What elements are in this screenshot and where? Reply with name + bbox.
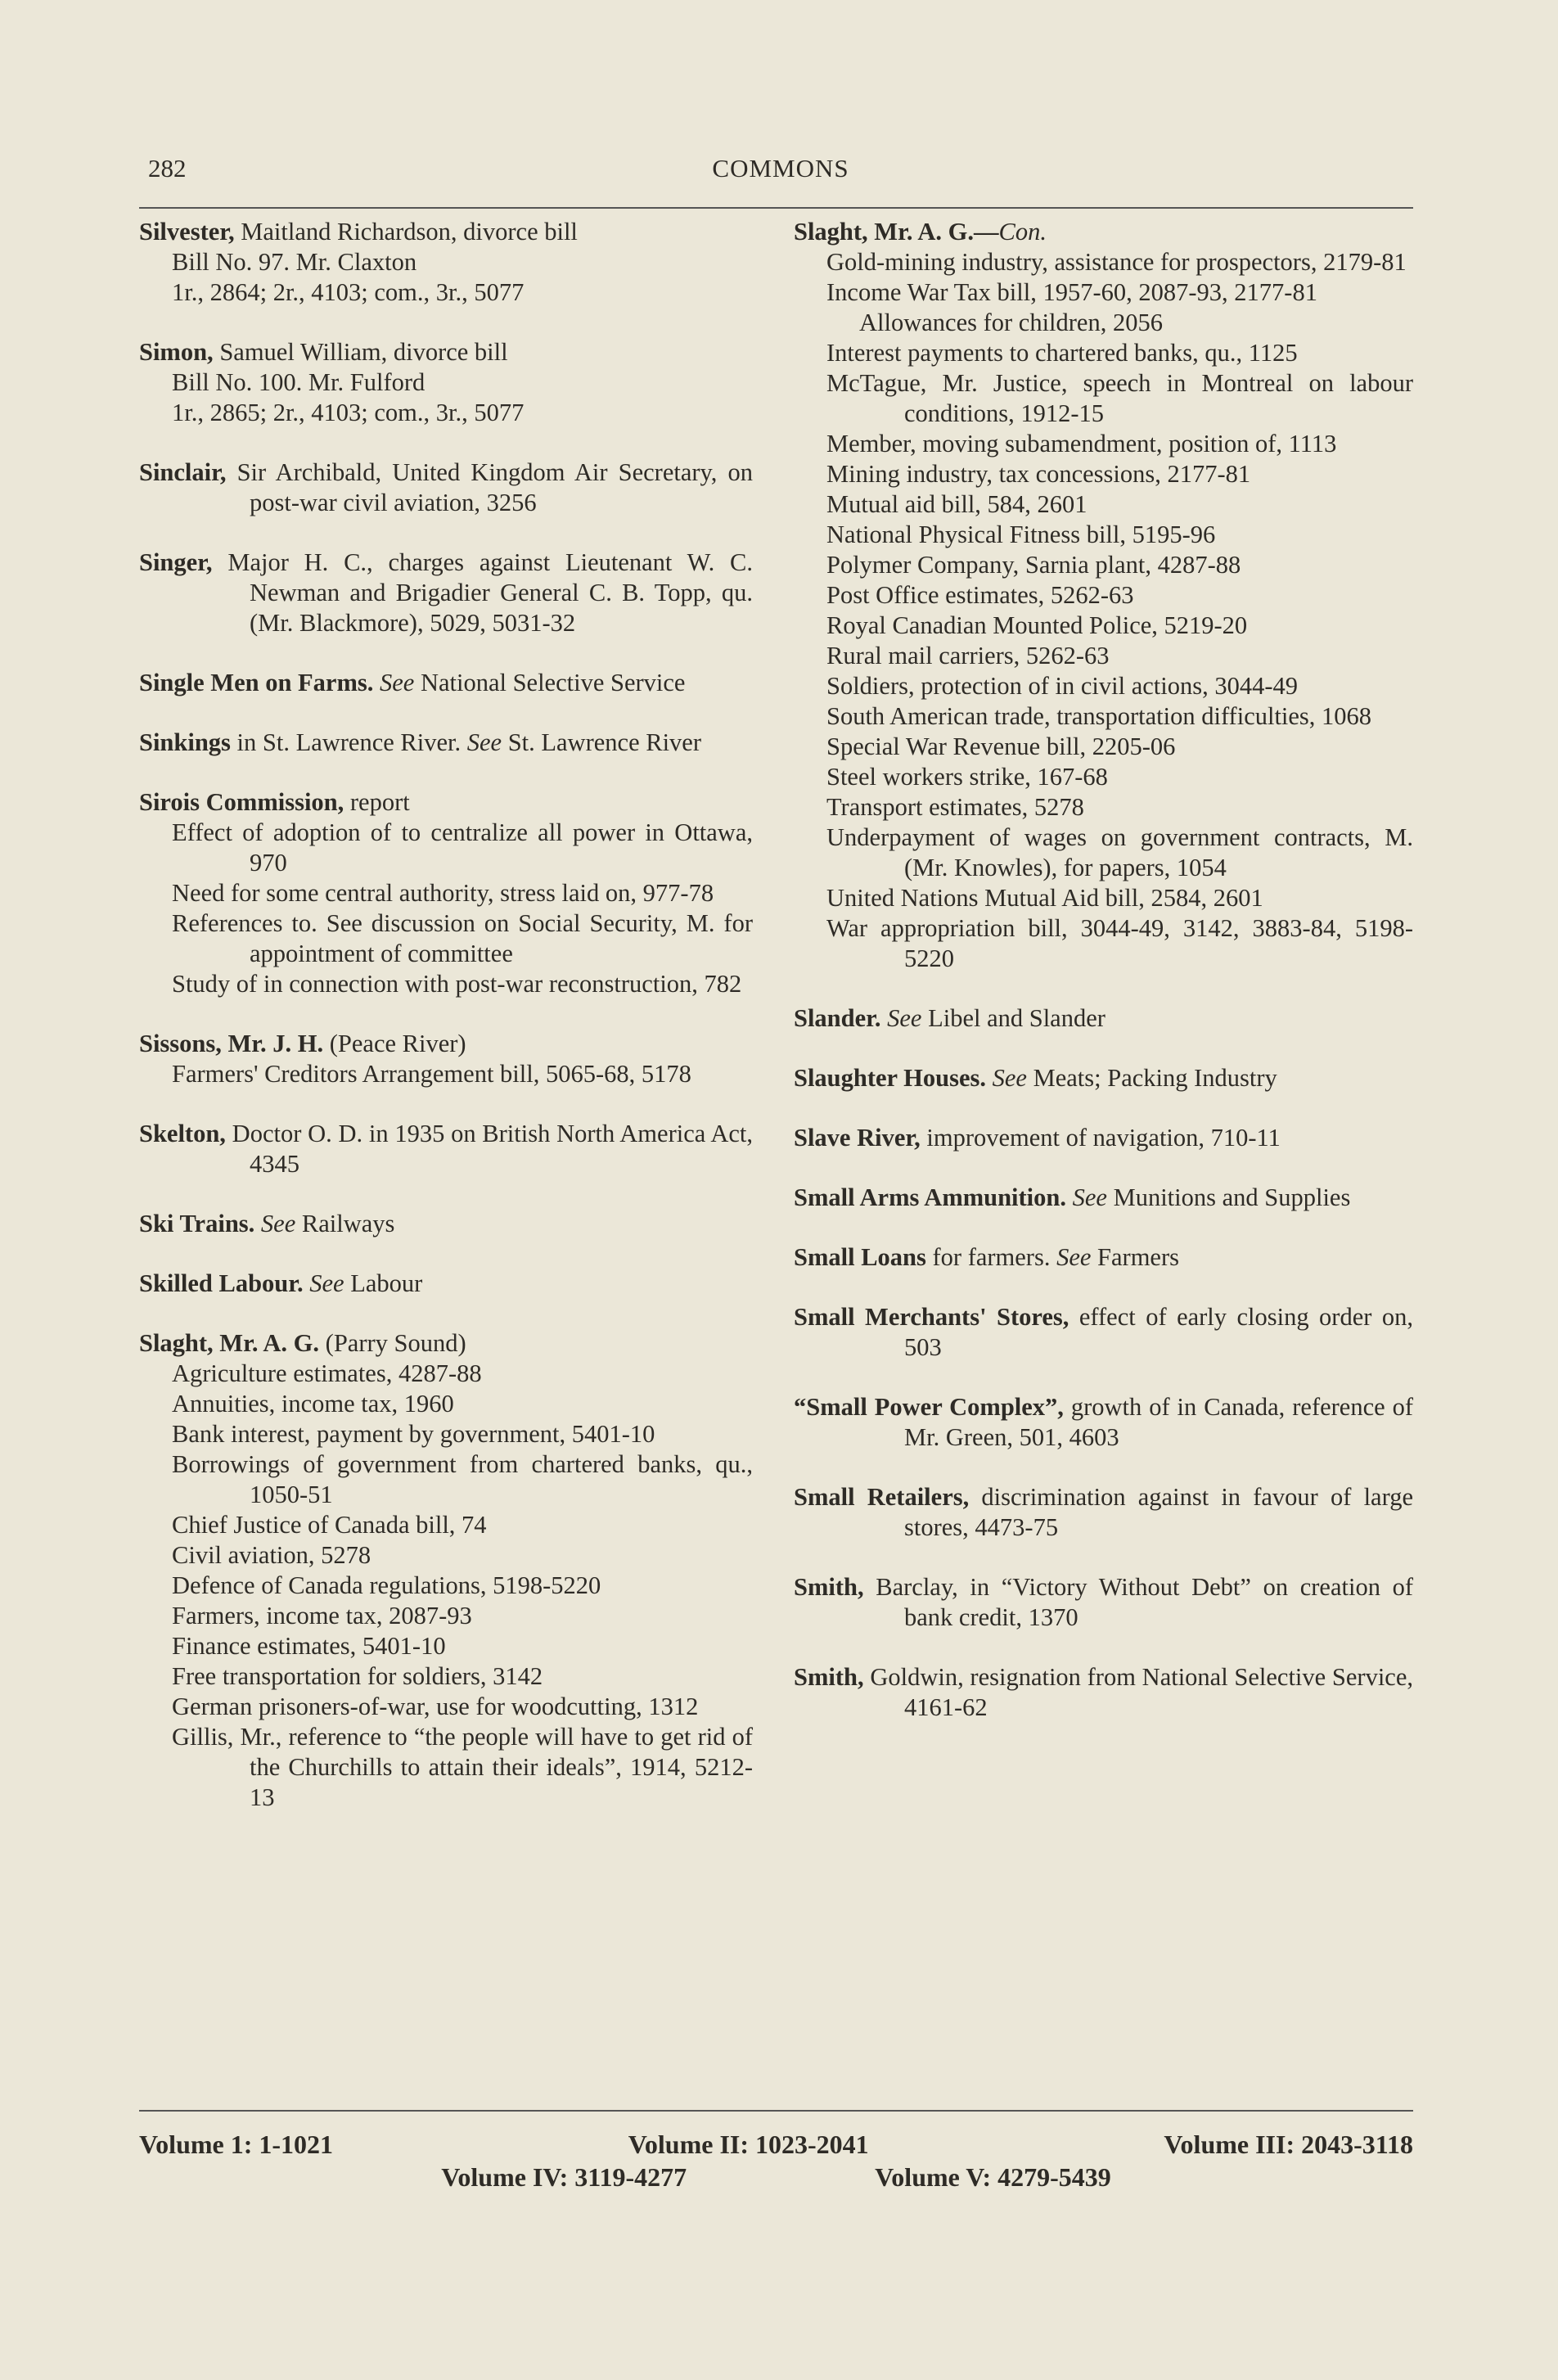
right-column [794, 217, 1413, 1752]
entry-subline: Gillis, Mr., reference to “the people will have to get rid of the Churchills to attain their ideals”, 1914, 5212-13 [172, 1723, 753, 1811]
entry-main-line [794, 1063, 1413, 1093]
entry-subline: McTague, Mr. Justice, speech in Montreal on labour conditions, 1912-15 [826, 369, 1413, 427]
page-number: 282 [148, 154, 187, 183]
entry-subline: Farmers' Creditors Arrangement bill, 5065-68, 5178 [172, 1060, 691, 1088]
entry-main-line [139, 1029, 753, 1059]
entry-heading: Slander. [794, 1004, 881, 1032]
entry-subline: Effect of adoption of to centralize all power in Ottawa, 970 [172, 818, 753, 877]
entry-text: Libel and Slander [921, 1004, 1105, 1032]
header-rule [139, 207, 1413, 209]
entry-subline: Free transportation for soldiers, 3142 [172, 1662, 543, 1690]
entry-heading: “Small Power Complex”, [794, 1393, 1064, 1421]
entry-heading: Slaght, Mr. A. G.— [794, 218, 999, 246]
entry-subline: Defence of Canada regulations, 5198-5220 [172, 1571, 601, 1599]
entry-heading: Sissons, Mr. J. H. [139, 1030, 324, 1057]
entry-subline: Transport estimates, 5278 [826, 793, 1084, 821]
volume-5-range: Volume V: 4279-5439 [875, 2162, 1111, 2192]
entry-subline: National Physical Fitness bill, 5195-96 [826, 521, 1216, 548]
entry-main-line [139, 1209, 753, 1239]
index-entry [139, 1269, 753, 1299]
running-head: COMMONS [712, 154, 849, 183]
entry-subline: Annuities, income tax, 1960 [172, 1390, 454, 1418]
entry-heading: Ski Trains. [139, 1210, 255, 1237]
entry-subline: Mining industry, tax concessions, 2177-81 [826, 460, 1251, 488]
entry-subline: Chief Justice of Canada bill, 74 [172, 1511, 487, 1539]
entry-heading: Skelton, [139, 1120, 226, 1147]
entry-main-line [139, 1269, 753, 1299]
entry-heading: Singer, [139, 548, 213, 576]
entry-subline: Soldiers, protection of in civil actions, 3044-49 [826, 672, 1299, 700]
entry-text: Labour [344, 1269, 423, 1297]
entry-text: (Parry Sound) [319, 1329, 466, 1357]
entry-heading: Smith, [794, 1573, 864, 1601]
entry-main-line [794, 1302, 1413, 1363]
entry-main-line [139, 1119, 753, 1179]
index-entry [139, 1029, 753, 1089]
entry-text: discrimination against in favour of large stores, 4473-75 [904, 1483, 1413, 1541]
entry-subline: Royal Canadian Mounted Police, 5219-20 [826, 611, 1248, 639]
left-column [139, 217, 753, 1842]
entry-main-line [139, 217, 753, 247]
see-reference: See [254, 1210, 296, 1237]
entry-subline: United Nations Mutual Aid bill, 2584, 2601 [826, 884, 1263, 912]
see-reference: See [466, 728, 502, 756]
index-entry [794, 1183, 1413, 1213]
entry-subline: Rural mail carriers, 5262-63 [826, 642, 1110, 669]
entry-subline: Interest payments to chartered banks, qu., 1125 [826, 339, 1298, 367]
entry-text: National Selective Service [414, 669, 686, 696]
see-reference: See [303, 1269, 344, 1297]
entry-main-line [139, 1328, 753, 1359]
entry-subline: South American trade, transportation difficulties, 1068 [826, 702, 1372, 730]
entry-heading: Silvester, [139, 218, 235, 246]
entry-subline: Mutual aid bill, 584, 2601 [826, 490, 1087, 518]
see-reference: See [986, 1064, 1027, 1092]
entry-main-line [139, 548, 753, 638]
entry-subline: Gold-mining industry, assistance for prospectors, 2179-81 [826, 248, 1407, 276]
index-entry [139, 668, 753, 698]
entry-text: Railways [295, 1210, 395, 1237]
see-reference: See [1056, 1243, 1092, 1271]
index-entry [139, 1119, 753, 1179]
entry-main-line [139, 787, 753, 818]
entry-subline: Special War Revenue bill, 2205-06 [826, 732, 1176, 760]
entry-heading: Slaght, Mr. A. G. [139, 1329, 320, 1357]
entry-heading: Sinclair, [139, 458, 227, 486]
entry-text: Maitland Richardson, divorce bill [234, 218, 578, 246]
entry-heading: Sirois Commission, [139, 788, 344, 816]
entry-text: Sir Archibald, United Kingdom Air Secretary, on post-war civil aviation, 3256 [226, 458, 753, 516]
volume-4-range: Volume IV: 3119-4277 [441, 2162, 687, 2192]
entry-heading: Sinkings [139, 728, 231, 756]
entry-subline: Farmers, income tax, 2087-93 [172, 1602, 472, 1629]
entry-text: in St. Lawrence River. [230, 728, 467, 756]
entry-text: Goldwin, resignation from National Selective Service, 4161-62 [863, 1663, 1413, 1721]
entry-subline: Bank interest, payment by government, 5401-10 [172, 1420, 655, 1448]
see-reference: See [373, 669, 415, 696]
index-entry [794, 1242, 1413, 1273]
entry-heading: Small Merchants' Stores, [794, 1303, 1069, 1331]
entry-text: improvement of navigation, 710-11 [920, 1124, 1281, 1152]
entry-main-line [139, 458, 753, 518]
entry-subline: Study of in connection with post-war reconstruction, 782 [172, 970, 742, 998]
entry-heading: Slave River, [794, 1124, 921, 1152]
index-entry [794, 1003, 1413, 1034]
index-entry [139, 337, 753, 428]
index-entry [794, 1123, 1413, 1153]
entry-text: St. Lawrence River [502, 728, 701, 756]
entry-subline: Income War Tax bill, 1957-60, 2087-93, 2177-81 [826, 278, 1317, 306]
entry-heading: Smith, [794, 1663, 864, 1691]
index-entry [794, 1392, 1413, 1453]
index-entry [139, 728, 753, 758]
index-entry [139, 1209, 753, 1239]
entry-heading: Small Retailers, [794, 1483, 970, 1511]
page-header [148, 154, 1413, 195]
entry-main-line [794, 217, 1413, 247]
index-entry [139, 548, 753, 638]
entry-heading: Skilled Labour. [139, 1269, 304, 1297]
entry-subline: Bill No. 97. Mr. Claxton [172, 248, 417, 276]
entry-main-line [139, 668, 753, 698]
index-entry [794, 1662, 1413, 1723]
entry-main-line [139, 728, 753, 758]
entry-subline: Need for some central authority, stress laid on, 977-78 [172, 879, 714, 907]
entry-subline: Bill No. 100. Mr. Fulford [172, 368, 426, 396]
entry-text: Doctor O. D. in 1935 on British North America Act, 4345 [225, 1120, 753, 1178]
entry-main-line [794, 1242, 1413, 1273]
entry-main-line [794, 1482, 1413, 1543]
entry-text: Meats; Packing Industry [1026, 1064, 1277, 1092]
index-entry [139, 787, 753, 999]
entry-heading: Slaughter Houses. [794, 1064, 987, 1092]
entry-text: for farmers. [925, 1243, 1057, 1271]
entry-subline: Finance estimates, 5401-10 [172, 1632, 446, 1660]
entry-subline: Borrowings of government from chartered banks, qu., 1050-51 [172, 1450, 753, 1508]
entry-subline: Post Office estimates, 5262-63 [826, 581, 1134, 609]
footer-rule [139, 2110, 1413, 2112]
volume-2-range: Volume II: 1023-2041 [628, 2130, 869, 2159]
volume-3-range: Volume III: 2043-3118 [1164, 2130, 1413, 2159]
entry-subline: German prisoners-of-war, use for woodcutting, 1312 [172, 1693, 699, 1720]
entry-heading: Small Loans [794, 1243, 926, 1271]
volume-1-range: Volume 1: 1-1021 [139, 2130, 334, 2159]
entry-subline: Underpayment of wages on government contracts, M. (Mr. Knowles), for papers, 1054 [826, 823, 1413, 881]
entry-heading: Small Arms Ammunition. [794, 1183, 1066, 1211]
index-entry [794, 1302, 1413, 1363]
entry-text: Barclay, in “Victory Without Debt” on creation of bank credit, 1370 [863, 1573, 1413, 1631]
entry-main-line [794, 1123, 1413, 1153]
index-entry [139, 1328, 753, 1813]
entry-heading: Simon, [139, 338, 214, 366]
entry-main-line [139, 337, 753, 367]
entry-main-line [794, 1183, 1413, 1213]
entry-subline: War appropriation bill, 3044-49, 3142, 3883-84, 5198-5220 [826, 914, 1413, 972]
entry-text: Munitions and Supplies [1106, 1183, 1351, 1211]
entry-subline: Civil aviation, 5278 [172, 1541, 371, 1569]
see-reference: See [880, 1004, 922, 1032]
entry-main-line [794, 1003, 1413, 1034]
entry-subline: Steel workers strike, 167-68 [826, 763, 1108, 791]
entry-main-line [794, 1662, 1413, 1723]
entry-subline: Member, moving subamendment, position of, 1113 [826, 430, 1337, 458]
index-entry [794, 1572, 1413, 1633]
index-entry [794, 217, 1413, 974]
entry-subline: Allowances for children, 2056 [859, 309, 1163, 336]
entry-subline: References to. See discussion on Social Security, M. for appointment of committee [172, 909, 753, 967]
entry-text: Major H. C., charges against Lieutenant W. C. Newman and Brigadier General C. B. Topp, qu. (Mr. Blackmore), 5029, 5031-32 [212, 548, 753, 637]
entry-main-line [794, 1572, 1413, 1633]
entry-subline: Agriculture estimates, 4287-88 [172, 1359, 482, 1387]
entry-text: growth of in Canada, reference of Mr. Green, 501, 4603 [904, 1393, 1414, 1451]
entry-main-line [794, 1392, 1413, 1453]
volume-footer [139, 2128, 1413, 2193]
entry-text: effect of early closing order on, 503 [904, 1303, 1414, 1361]
entry-text: Samuel William, divorce bill [213, 338, 508, 366]
entry-subline: 1r., 2864; 2r., 4103; com., 3r., 5077 [172, 278, 525, 306]
entry-subline: Polymer Company, Sarnia plant, 4287-88 [826, 551, 1241, 579]
continued-marker: Con. [998, 218, 1047, 246]
entry-text: (Peace River) [323, 1030, 466, 1057]
index-entry [794, 1063, 1413, 1093]
entry-text: report [344, 788, 410, 816]
index-entry [139, 217, 753, 308]
index-entry [794, 1482, 1413, 1543]
entry-subline: 1r., 2865; 2r., 4103; com., 3r., 5077 [172, 399, 525, 426]
see-reference: See [1066, 1183, 1107, 1211]
entry-heading: Single Men on Farms. [139, 669, 374, 696]
entry-text: Farmers [1091, 1243, 1179, 1271]
index-entry [139, 458, 753, 518]
